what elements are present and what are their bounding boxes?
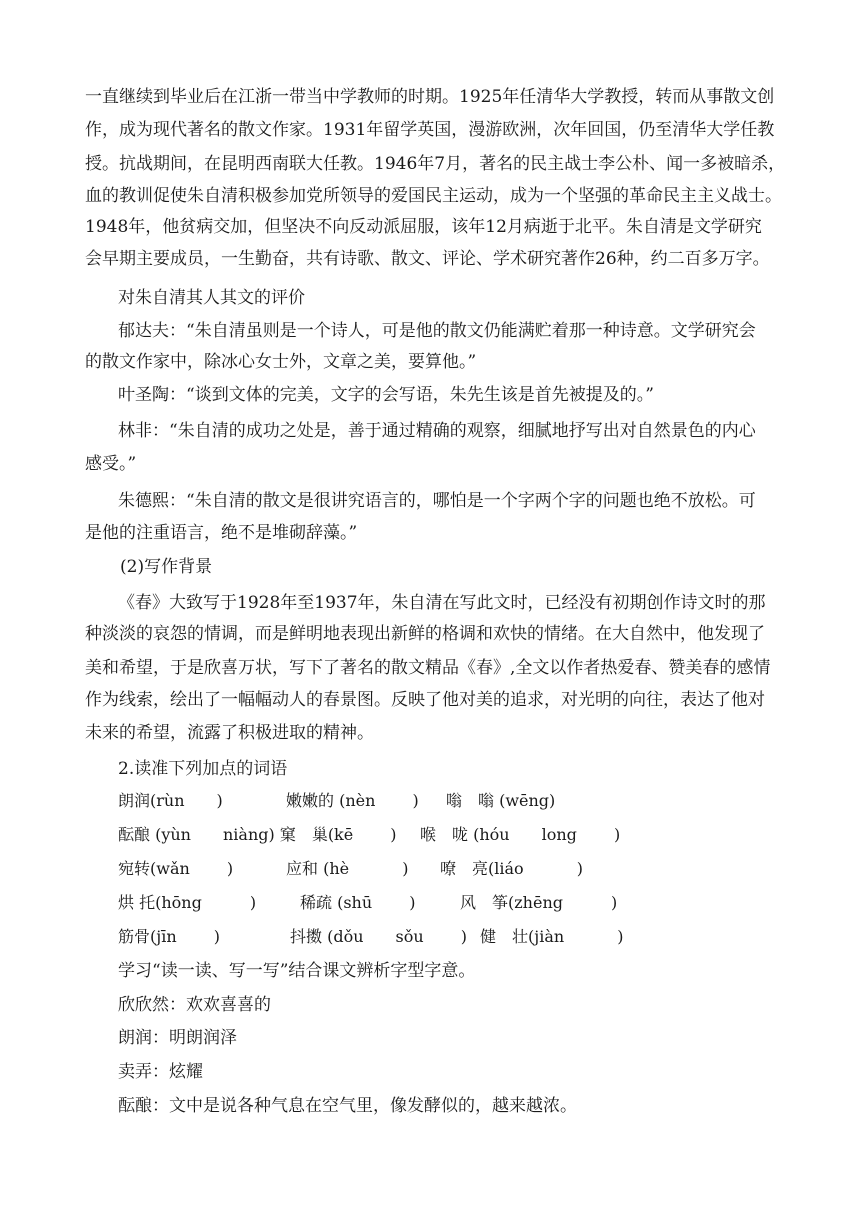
bio-line: 授。抗战期间，在昆明西南联大任教。1946年7月，著名的民主战士李公朴、闻一多被暗杀， (85, 154, 786, 174)
bio-line: 一直继续到毕业后在江浙一带当中学教师的时期。1925年任清华大学教授，转而从事散文创 (85, 87, 775, 107)
pinyin-item: 风 筝(zhēng ) (460, 893, 618, 912)
quote-line: 郁达夫：“朱自清虽则是一个诗人，可是他的散文仍能满贮着那一种诗意。文学研究会 (118, 321, 756, 341)
definition-line: 卖弄：炫耀 (118, 1062, 203, 1082)
bio-line: 作，成为现代著名的散文作家。1931年留学英国，漫游欧洲，次年回国，仍至清华大学任教 (85, 120, 775, 140)
pinyin-item: 嗡 嗡 (wēng) (446, 791, 556, 810)
definition-line: 欣欣然：欢欢喜喜的 (118, 995, 271, 1015)
quote-line: 感受。” (85, 454, 137, 474)
bio-line: 会早期主要成员，一生勤奋，共有诗歌、散文、评论、学术研究著作26种，约二百多万字。 (85, 249, 770, 269)
pinyin-item: 喉 咙 (hóu long ) (420, 825, 621, 844)
background-line: 未来的希望，流露了积极进取的精神。 (85, 723, 374, 743)
pinyin-item: 健 壮(jiàn ) (480, 927, 624, 946)
definition-line: 酝酿：文中是说各种气息在空气里，像发酵似的，越来越浓。 (118, 1096, 577, 1116)
pinyin-item: 烘 托(hōng ) (118, 893, 257, 912)
quote-line: 朱德熙：“朱自清的散文是很讲究语言的，哪怕是一个字两个字的问题也绝不放松。可 (118, 491, 756, 511)
quote-line: 叶圣陶：“谈到文体的完美，文字的会写语，朱先生该是首先被提及的。” (118, 385, 654, 405)
reading-heading: 2.读准下列加点的词语 (118, 759, 288, 779)
pinyin-item: 酝酿 (yùn niàng) 窠 巢(kē ) (118, 825, 397, 844)
pinyin-item: 应和 (hè ) (286, 859, 409, 878)
quote-line: 是他的注重语言，绝不是堆砌辞藻。” (85, 523, 358, 543)
definition-line: 朗润：明朗润泽 (118, 1028, 237, 1048)
pinyin-item: 嫩嫩的 (nèn ) (286, 791, 419, 810)
background-line: 《春》大致写于1928年至1937年，朱自清在写此文时，已经没有初期创作诗文时的那 (118, 593, 766, 613)
bio-line: 血的教训促使朱自清积极参加党所领导的爱国民主运动，成为一个坚强的革命民主主义战士。 (85, 186, 782, 206)
pinyin-item: 稀疏 (shū ) (300, 893, 416, 912)
pinyin-item: 宛转(wǎn ) (118, 859, 234, 878)
background-line: 作为线索，绘出了一幅幅动人的春景图。反映了他对美的追求，对光明的向往，表达了他对 (85, 690, 765, 710)
pinyin-item: 嘹 亮(liáo ) (440, 859, 583, 878)
background-line: 美和希望，于是欣喜万状，写下了著名的散文精品《春》,全文以作者热爱春、赞美春的感情 (85, 658, 771, 678)
study-line: 学习“读一读、写一写”结合课文辨析字型字意。 (118, 961, 476, 981)
pinyin-item: 抖擞 (dǒu sǒu ) (290, 927, 467, 946)
bio-line: 1948年，他贫病交加，但坚决不向反动派屈服，该年12月病逝于北平。朱自清是文学研究 (85, 217, 762, 237)
quote-line: 的散文作家中，除冰心女士外，文章之美，要算他。” (85, 352, 477, 372)
pinyin-item: 朗润(rùn ) (118, 791, 223, 810)
background-heading: (2)写作背景 (120, 557, 213, 577)
pinyin-item: 筋骨(jīn ) (118, 927, 220, 946)
evaluation-heading: 对朱自清其人其文的评价 (118, 288, 305, 308)
background-line: 种淡淡的哀怨的情调，而是鲜明地表现出新鲜的格调和欢快的情绪。在大自然中，他发现了 (85, 624, 765, 644)
quote-line: 林非：“朱自清的成功之处是，善于通过精确的观察，细腻地抒写出对自然景色的内心 (118, 421, 756, 441)
